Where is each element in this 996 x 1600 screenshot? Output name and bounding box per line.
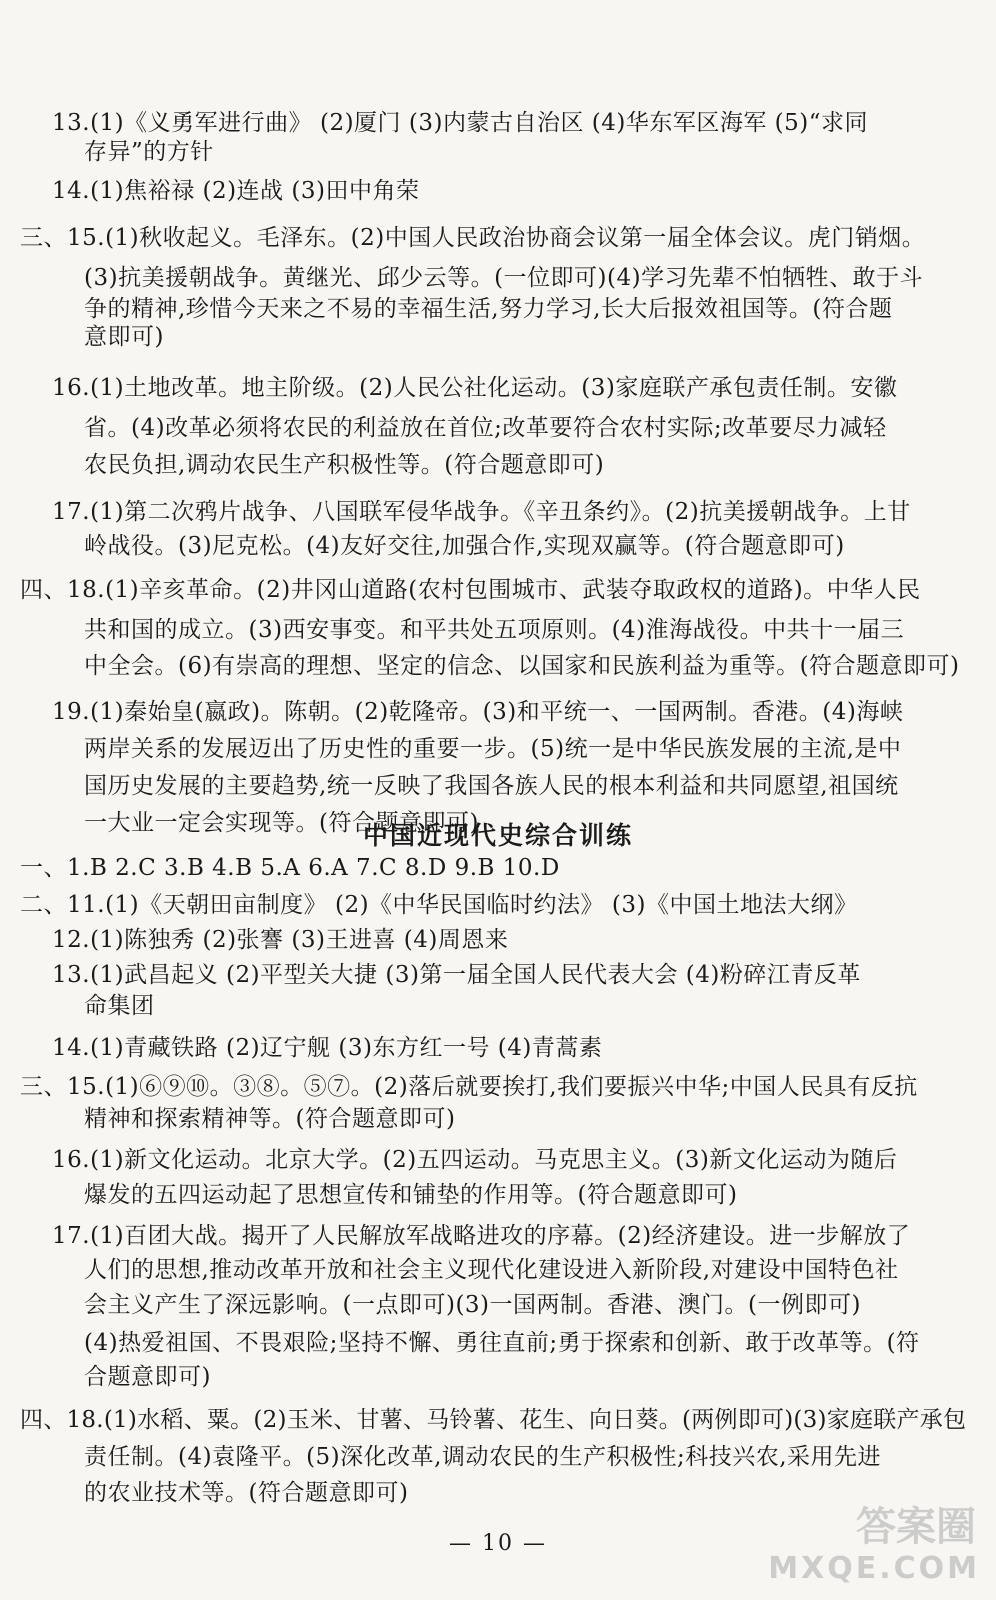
text-line: 国历史发展的主要趋势,统一反映了我国各族人民的根本利益和共同愿望,祖国统	[84, 773, 899, 799]
text-line: 一、1.B 2.C 3.B 4.B 5.A 6.A 7.C 8.D 9.B 10.D	[20, 855, 560, 881]
text-line: 17.(1)百团大战。揭开了人民解放军战略进攻的序幕。(2)经济建设。进一步解放了	[52, 1223, 911, 1249]
text-line: 岭战役。(3)尼克松。(4)友好交往,加强合作,实现双赢等。(符合题意即可)	[84, 533, 845, 559]
text-line: 四、18.(1)水稻、粟。(2)玉米、甘薯、马铃薯、花生、向日葵。(两例即可)(3)家庭联产承包	[20, 1407, 967, 1433]
text-line: 14.(1)青藏铁路 (2)辽宁舰 (3)东方红一号 (4)青蒿素	[52, 1035, 603, 1061]
text-line: 人们的思想,推动改革开放和社会主义现代化建设进入新阶段,对建设中国特色社	[84, 1257, 899, 1283]
text-line: 共和国的成立。(3)西安事变。和平共处五项原则。(4)淮海战役。中共十一届三	[84, 617, 905, 643]
text-line: 14.(1)焦裕禄 (2)连战 (3)田中角荣	[52, 178, 420, 204]
text-line: 两岸关系的发展迈出了历史性的重要一步。(5)统一是中华民族发展的主流,是中	[84, 736, 902, 762]
text-line: 省。(4)改革必须将农民的利益放在首位;改革要符合农村实际;改革要尽力减轻	[84, 415, 887, 441]
text-line: 16.(1)新文化运动。北京大学。(2)五四运动。马克思主义。(3)新文化运动为随后	[52, 1147, 898, 1173]
text-line: 责任制。(4)袁隆平。(5)深化改革,调动农民的生产积极性;科技兴农,采用先进	[84, 1444, 882, 1470]
watermark-site: MXQE.COM	[768, 1551, 980, 1586]
text-line: 精神和探索精神等。(符合题意即可)	[84, 1106, 456, 1132]
text-line: 会主义产生了深远影响。(一点即可)(3)一国两制。香港、澳门。(一例即可)	[84, 1292, 861, 1318]
text-line: 爆发的五四运动起了思想宣传和铺垫的作用等。(符合题意即可)	[84, 1182, 738, 1208]
text-line: 一大业一定会实现等。(符合题意即可)	[84, 810, 479, 836]
text-line: 意即可)	[84, 324, 164, 350]
text-line: 农民负担,调动农民生产积极性等。(符合题意即可)	[84, 452, 605, 478]
text-line: 中全会。(6)有崇高的理想、坚定的信念、以国家和民族利益为重等。(符合题意即可)	[84, 653, 960, 679]
text-line: 命集团	[84, 993, 155, 1019]
text-line: 12.(1)陈独秀 (2)张謇 (3)王进喜 (4)周恩来	[52, 927, 509, 953]
text-line: 争的精神,珍惜今天来之不易的幸福生活,努力学习,长大后报效祖国等。(符合题	[84, 296, 893, 322]
text-line: 合题意即可)	[84, 1364, 211, 1390]
section-heading: 中国近现代史综合训练	[362, 821, 633, 850]
text-line: 三、15.(1)⑥⑨⑩。③⑧。⑤⑦。(2)落后就要挨打,我们要振兴中华;中国人民具有反抗	[20, 1074, 918, 1100]
text-line: (3)抗美援朝战争。黄继光、邱少云等。(一位即可)(4)学习先辈不怕牺牲、敢于斗	[84, 265, 924, 291]
page-number: — 10 —	[449, 1531, 547, 1556]
text-line: 的农业技术等。(符合题意即可)	[84, 1480, 409, 1506]
watermark-logo: 答案圈	[856, 1504, 976, 1550]
text-line: 二、11.(1)《天朝田亩制度》 (2)《中华民国临时约法》 (3)《中国土地法大纲》	[20, 892, 858, 918]
text-line: 13.(1)武昌起义 (2)平型关大捷 (3)第一届全国人民代表大会 (4)粉碎江青反革	[52, 962, 861, 988]
watermark	[768, 1502, 986, 1592]
text-line: 19.(1)秦始皇(嬴政)。陈朝。(2)乾隆帝。(3)和平统一、一国两制。香港。(4)海峡	[52, 699, 904, 725]
text-line: 三、15.(1)秋收起义。毛泽东。(2)中国人民政治协商会议第一届全体会议。虎门销烟。	[20, 225, 926, 251]
text-line: 17.(1)第二次鸦片战争、八国联军侵华战争。《辛丑条约》。(2)抗美援朝战争。上甘	[52, 499, 911, 525]
text-line: 16.(1)土地改革。地主阶级。(2)人民公社化运动。(3)家庭联产承包责任制。安徽	[52, 375, 898, 401]
text-line: 13.(1)《义勇军进行曲》 (2)厦门 (3)内蒙古自治区 (4)华东军区海军 (5)“求同	[52, 110, 868, 136]
text-line: 存异”的方针	[84, 139, 214, 165]
text-line: 四、18.(1)辛亥革命。(2)井冈山道路(农村包围城市、武装夺取政权的道路)。中华人民	[20, 577, 921, 603]
text-line: (4)热爱祖国、不畏艰险;坚持不懈、勇往直前;勇于探索和创新、敢于改革等。(符	[84, 1330, 920, 1356]
